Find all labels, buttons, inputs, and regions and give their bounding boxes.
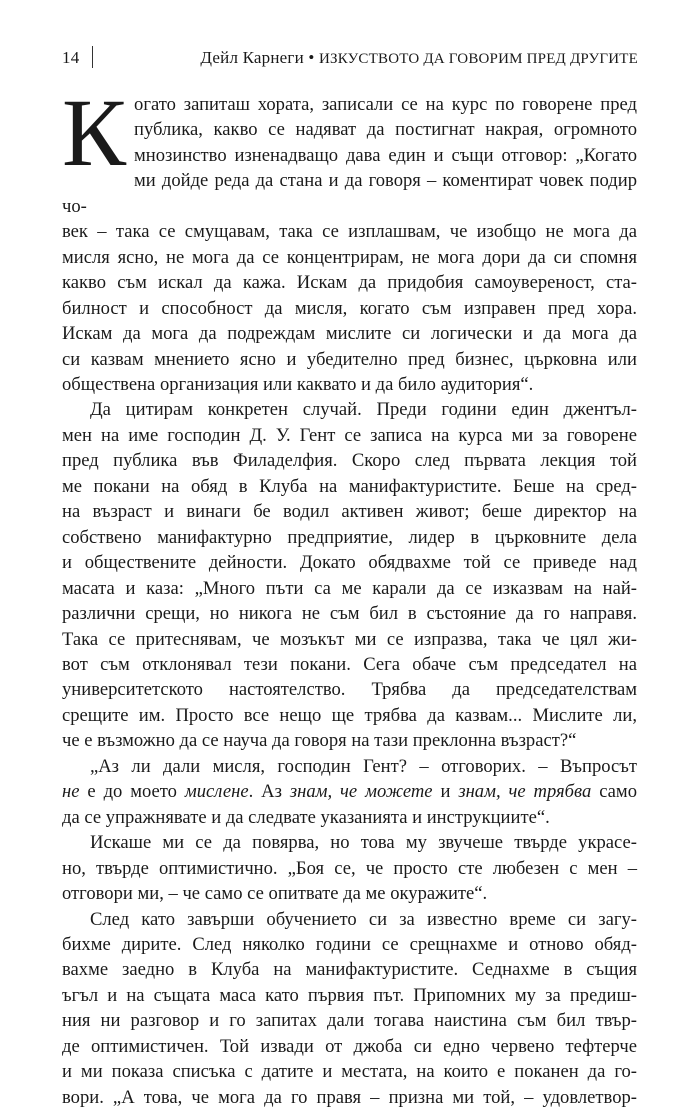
text-line: вори. „А това, че мога да го правя – призна ми той, – удовлетвор- xyxy=(34,1085,637,1110)
text-line: ния ни разговор и го запитах дали тогава наистина съм бил твър- xyxy=(34,1008,637,1033)
text-line: Искаше ми се да повярва, но това му звучеше твърде украсе- xyxy=(62,830,637,855)
text-run: . Аз xyxy=(249,781,290,802)
text-line: срещите им. Просто все нещо ще трябва да казвам... Мислите ли, xyxy=(34,703,637,728)
text-line: бихме дирите. След няколко години се срещнахме и отново обяд- xyxy=(34,932,637,957)
text-line-with-emphasis xyxy=(34,779,637,804)
text-line: де оптимистичен. Той извади от джоба си едно червено тефтерче xyxy=(34,1034,637,1059)
text-run: и xyxy=(433,781,459,802)
text-line: различни срещи, но никога не съм бил в състояние да го направя. xyxy=(34,601,637,626)
text-line: но, твърде оптимистично. „Боя се, че просто сте любезен с мен – xyxy=(34,856,637,881)
text-line: век – така се смущавам, така се изплашвам, че изобщо не мога да xyxy=(62,219,637,244)
paragraph-1 xyxy=(62,92,637,397)
text-line: какво съм искал да кажа. Искам да придобия самоувереност, ста- xyxy=(62,270,637,295)
text-line: Така се притеснявам, че мозъкът ми се изпразва, така че цял жи- xyxy=(34,627,637,652)
text-line: вот съм отклонявал тези покани. Сега обаче съм председател на xyxy=(34,652,637,677)
emphasis: не xyxy=(62,781,79,802)
running-header xyxy=(62,48,638,72)
book-title: ИЗКУСТВОТО ДА ГОВОРИМ ПРЕД ДРУГИТЕ xyxy=(319,51,638,67)
text-line: си казвам мнението ясно и убедително пред бизнес, църковна или xyxy=(62,347,637,372)
emphasis: мислене xyxy=(185,781,249,802)
text-run: е до моето xyxy=(79,781,184,802)
text-line: че е възможно да се науча да говоря на тази преклонна възраст?“ xyxy=(34,728,637,753)
text-line: пред публика във Филаделфия. Скоро след първата лекция той xyxy=(34,448,637,473)
text-line: да се упражнявате и да следвате указанията и инструкциите“. xyxy=(34,805,637,830)
drop-cap: К xyxy=(62,94,126,170)
text-line: отговори ми, – че само се опитвате да ме окуражите“. xyxy=(34,881,637,906)
text-line: публика, какво се надяват да постигнат накрая, огромното xyxy=(62,117,637,142)
text-line: обществена организация или каквато и да било аудитория“. xyxy=(62,372,637,397)
paragraph-3 xyxy=(62,754,637,830)
text-line: мен на име господин Д. У. Гент се записа на курса ми за говорене xyxy=(34,423,637,448)
author-name: Дейл Карнеги xyxy=(200,48,303,67)
text-line: ме покани на обяд в Клуба на манифактуристите. Беше на сред- xyxy=(34,474,637,499)
text-line: мисля ясно, не мога да се концентрирам, не мога дори да си спомня xyxy=(62,245,637,270)
text-line: огато запиташ хората, записали се на курс по говорене пред xyxy=(62,92,637,117)
text-run: само xyxy=(591,781,637,802)
text-line: масата и каза: „Много пъти са ме карали да се изказвам на най- xyxy=(34,576,637,601)
header-separator xyxy=(92,46,93,68)
text-line: университетското настоятелство. Трябва да председателствам xyxy=(34,677,637,702)
running-title xyxy=(200,48,638,68)
paragraph-4 xyxy=(62,830,637,906)
text-line: вахме заедно в Клуба на манифактуристите. Седнахме в същия xyxy=(34,957,637,982)
emphasis: знам, че трябва xyxy=(458,781,591,802)
text-line: собствено манифактурно предприятие, лидер в църковните дела xyxy=(34,525,637,550)
text-line: на възраст и винаги бе водил активен живот; беше директор на xyxy=(34,499,637,524)
page-number: 14 xyxy=(62,48,79,68)
text-line: След като завърши обучението си за известно време си загу- xyxy=(62,907,637,932)
emphasis: знам, че можете xyxy=(290,781,433,802)
text-line: и ми показа списъка с датите и местата, на които е поканен да го- xyxy=(34,1059,637,1084)
text-line: ми дойде реда да стана и да говоря – коментират човек подир чо- xyxy=(62,168,637,219)
paragraph-2 xyxy=(62,397,637,753)
text-line: Да цитирам конкретен случай. Преди години един джентъл- xyxy=(62,397,637,422)
text-line: мнозинство изненадващо дава един и същи отговор: „Когато xyxy=(62,143,637,168)
text-line: Искам да мога да подреждам мислите си логически и да мога да xyxy=(62,321,637,346)
text-line: „Аз ли дали мисля, господин Гент? – отговорих. – Въпросът xyxy=(62,754,637,779)
paragraph-5 xyxy=(62,907,637,1110)
text-line: ъгъл и на същата маса като първия път. Припомних му за предиш- xyxy=(34,983,637,1008)
text-line: и обществените дейности. Докато обядвахме той се приведе над xyxy=(34,550,637,575)
text-line: билност и способност да мисля, когато съм изправен пред хора. xyxy=(62,296,637,321)
header-bullet: • xyxy=(308,48,314,67)
body-text xyxy=(62,92,637,1110)
